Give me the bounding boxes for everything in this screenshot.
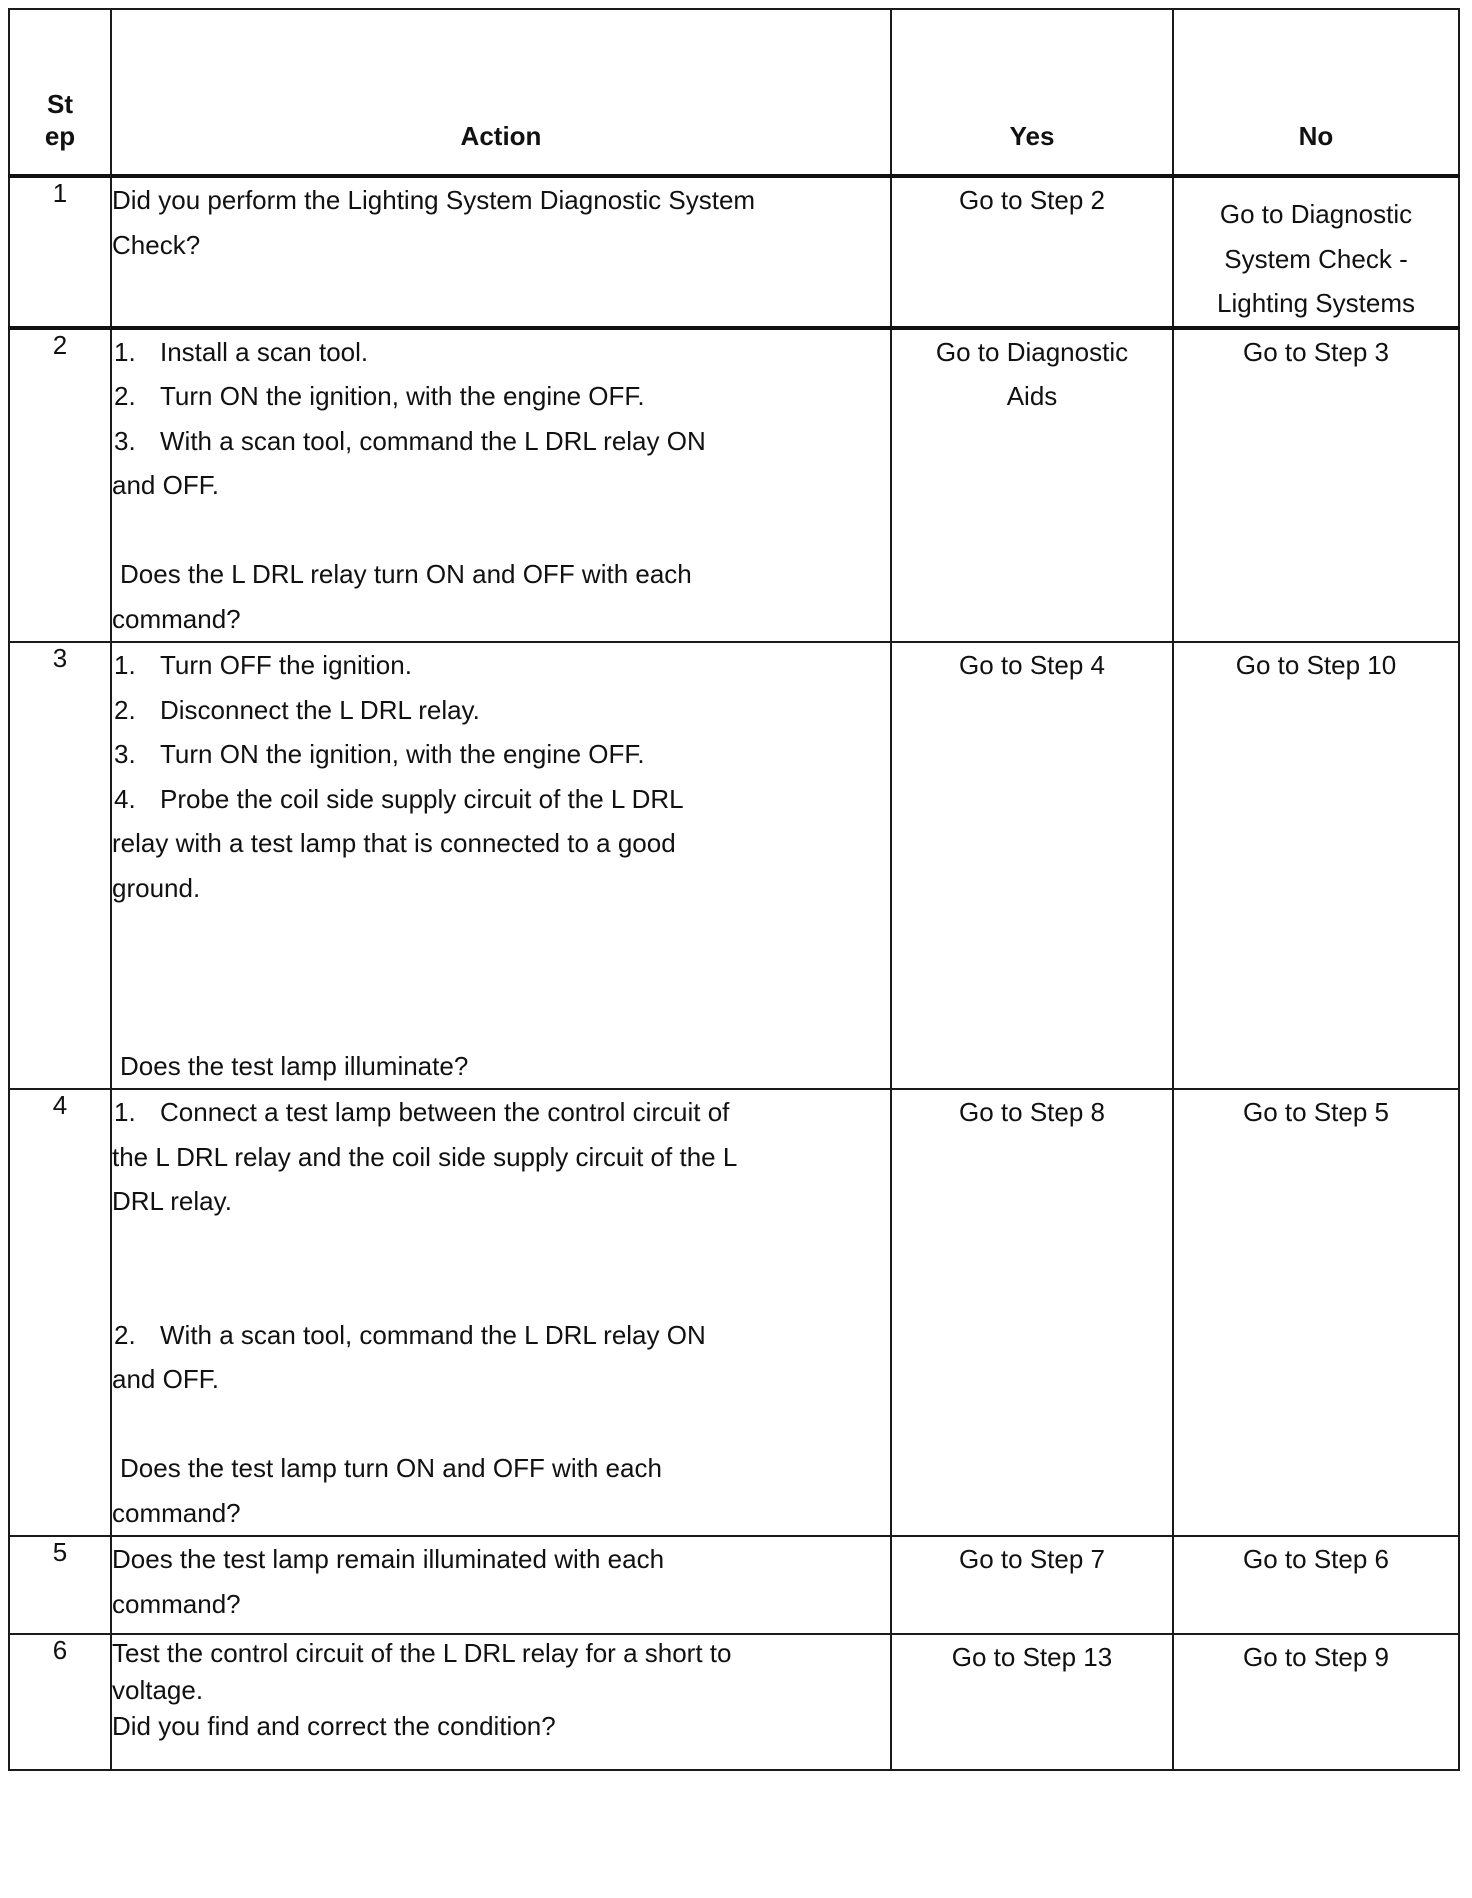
no-cell: Go to Step 9 [1173,1634,1459,1770]
diagnostic-table [8,8,1460,1771]
action-cell: Does the test lamp remain illuminated with each command? [111,1536,891,1634]
yes-cell: Go to Diagnostic Aids [891,328,1173,643]
action-cell: 1. Turn OFF the ignition. 2. Disconnect the L DRL relay. 3. Turn ON the ignition, with the engine OFF. 4. Probe the coil side supply circuit of the L DRL relay with a test lamp that is connected to a good ground. Does the test lamp illuminate? [111,642,891,1089]
action-cell: 1. Connect a test lamp between the control circuit of the L DRL relay and the coil side supply circuit of the L DRL relay. 2. With a scan tool, command the L DRL relay ON and OFF. Does the test lamp turn ON and OFF with each command? [111,1089,891,1536]
no-cell: Go to Step 6 [1173,1536,1459,1634]
table-row [9,176,1459,328]
step-number: 5 [9,1536,111,1634]
step-number: 6 [9,1634,111,1770]
no-cell: Go to Diagnostic System Check - Lighting Systems [1173,176,1459,328]
header-step-line1: St [47,89,73,119]
step-number: 3 [9,642,111,1089]
action-cell: Test the control circuit of the L DRL relay for a short to voltage. Did you find and correct the condition? [111,1634,891,1770]
table-row [9,328,1459,643]
no-cell: Go to Step 5 [1173,1089,1459,1536]
step-number: 2 [9,328,111,643]
no-cell: Go to Step 3 [1173,328,1459,643]
header-row [9,9,1459,176]
action-cell: 1. Install a scan tool. 2. Turn ON the ignition, with the engine OFF. 3. With a scan tool, command the L DRL relay ON and OFF. Does the L DRL relay turn ON and OFF with each command? [111,328,891,643]
yes-cell: Go to Step 8 [891,1089,1173,1536]
yes-cell: Go to Step 13 [891,1634,1173,1770]
no-cell: Go to Step 10 [1173,642,1459,1089]
header-step-line2: ep [44,121,76,151]
header-no: No [1173,9,1459,176]
header-step [9,9,111,176]
action-cell: Did you perform the Lighting System Diagnostic System Check? [111,176,891,328]
step-number: 1 [9,176,111,328]
step-number: 4 [9,1089,111,1536]
table-row [9,1536,1459,1634]
table-row [9,642,1459,1089]
yes-cell: Go to Step 2 [891,176,1173,328]
table-row [9,1634,1459,1770]
header-yes: Yes [891,9,1173,176]
table-row [9,1089,1459,1536]
header-action: Action [111,9,891,176]
yes-cell: Go to Step 4 [891,642,1173,1089]
yes-cell: Go to Step 7 [891,1536,1173,1634]
